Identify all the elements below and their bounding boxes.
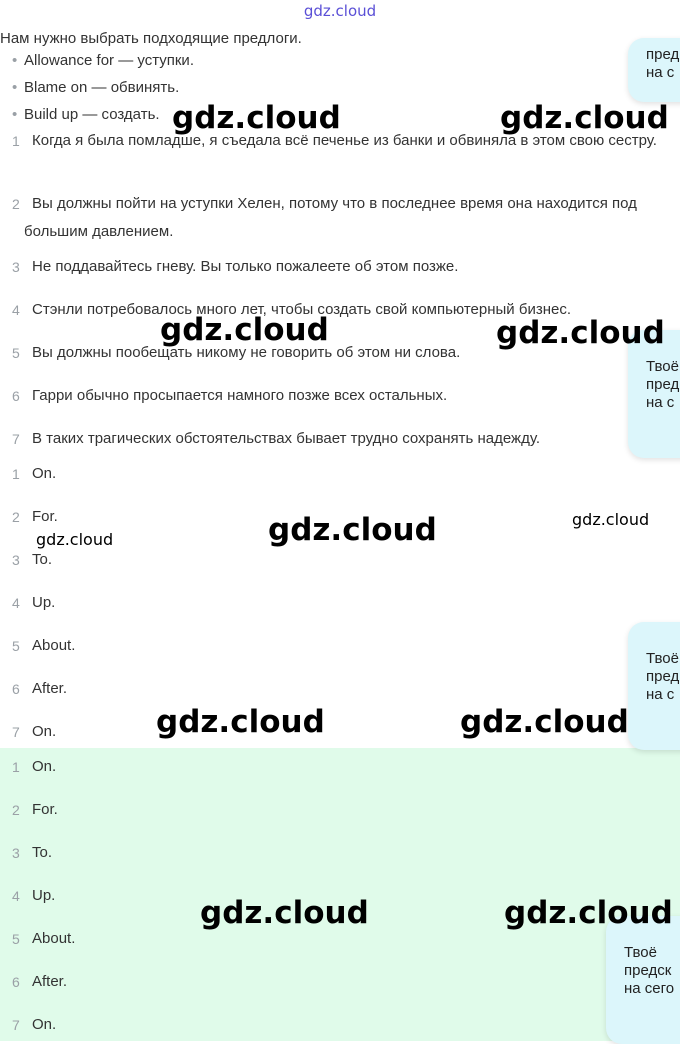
promo-bubble[interactable] [628, 38, 680, 102]
answer-text: On. [32, 723, 57, 740]
answer-text: About. [32, 930, 76, 947]
item-number: 5 [12, 931, 20, 947]
watermark: gdz.cloud [504, 895, 673, 931]
watermark: gdz.cloud [156, 704, 325, 740]
watermark: gdz.cloud [460, 704, 629, 740]
item-number: 6 [12, 388, 20, 404]
answer-text: For. [32, 801, 58, 818]
bubble-line: на с [646, 686, 675, 703]
bubble-line: пред [646, 46, 680, 63]
sentence-text: Не поддавайтесь гневу. Вы только пожалеете об этом позже. [32, 258, 459, 275]
answer-text: On. [32, 758, 57, 775]
item-number: 3 [12, 845, 20, 861]
sentence-text: Стэнли потребовалось много лет, чтобы создать свой компьютерный бизнес. [32, 301, 571, 318]
answer-text: Up. [32, 594, 56, 611]
item-number: 5 [12, 638, 20, 654]
sentence-text: Вы должны пообещать никому не говорить об этом ни слова. [32, 344, 461, 361]
item-number: 7 [12, 724, 20, 740]
sentence-text: Когда я была помладше, я съедала всё печенье из банки и обвиняла в этом свою сестру. [32, 132, 657, 149]
answer-text: On. [32, 465, 57, 482]
bubble-line: пред [646, 376, 680, 393]
intro-text: Нам нужно выбрать подходящие предлоги. [0, 30, 302, 47]
answer-text: After. [32, 973, 68, 990]
item-number: 2 [12, 802, 20, 818]
answer-text: For. [32, 508, 58, 525]
item-number: 4 [12, 302, 20, 318]
item-number: 6 [12, 681, 20, 697]
bubble-line: предск [624, 962, 672, 979]
item-number: 5 [12, 345, 20, 361]
item-number: 2 [12, 509, 20, 525]
item-number: 1 [12, 759, 20, 775]
preposition-list [12, 52, 194, 133]
sentence-text: В таких трагических обстоятельствах бывает трудно сохранять надежду. [32, 430, 541, 447]
promo-bubble[interactable] [628, 622, 680, 750]
item-number: 1 [12, 466, 20, 482]
answer-text: Up. [32, 887, 56, 904]
watermark: gdz.cloud [268, 512, 437, 548]
item-number: 7 [12, 431, 20, 447]
list-item: • Build up — создать. [12, 106, 194, 133]
bubble-line: на с [646, 394, 675, 411]
watermark: gdz.cloud [160, 312, 329, 348]
answer-text: After. [32, 680, 68, 697]
site-logo[interactable]: gdz.cloud [303, 2, 377, 20]
bubble-line: пред [646, 668, 680, 685]
item-number: 4 [12, 888, 20, 904]
watermark: gdz.cloud [172, 100, 341, 136]
list-item: • Blame on — обвинять. [12, 79, 194, 106]
answer-text: About. [32, 637, 76, 654]
watermark: gdz.cloud [572, 510, 650, 529]
item-number: 1 [12, 133, 20, 149]
watermark: gdz.cloud [36, 530, 114, 549]
item-number: 3 [12, 259, 20, 275]
promo-bubble[interactable] [606, 916, 680, 1044]
answer-text: To. [32, 844, 53, 861]
bubble-line: на сего [624, 980, 675, 997]
item-number: 6 [12, 974, 20, 990]
bubble-line: Твоё [646, 358, 679, 375]
bubble-line: Твоё [646, 650, 679, 667]
bubble-line: на с [646, 64, 675, 81]
watermark: gdz.cloud [500, 100, 669, 136]
bubble-line: Твоё [624, 944, 657, 961]
answer-text: On. [32, 1016, 57, 1033]
item-number: 2 [12, 196, 20, 212]
watermark: gdz.cloud [200, 895, 369, 931]
list-item: • Allowance for — уступки. [12, 52, 194, 79]
item-number: 7 [12, 1017, 20, 1033]
sentence-text: Вы должны пойти на уступки Хелен, потому что в последнее время она находится под большим давлением. [24, 195, 637, 240]
answer-text: To. [32, 551, 53, 568]
sentence-text: Гарри обычно просыпается намного позже всех остальных. [32, 387, 448, 404]
item-number: 3 [12, 552, 20, 568]
watermark: gdz.cloud [496, 315, 665, 351]
item-number: 4 [12, 595, 20, 611]
